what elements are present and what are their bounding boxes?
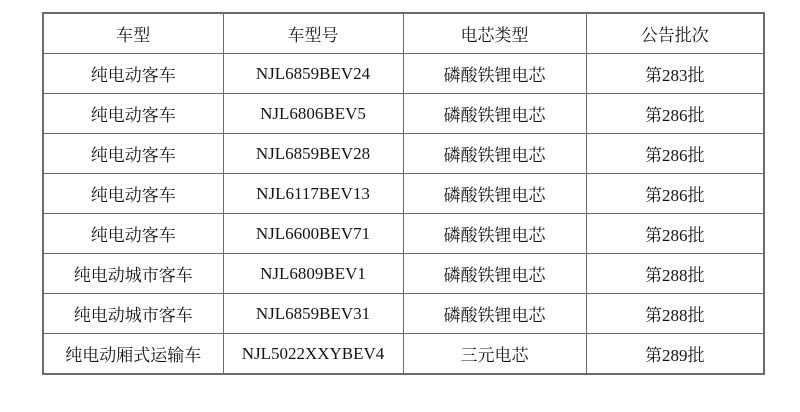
table-cell: 纯电动城市客车 bbox=[43, 294, 223, 334]
table-row bbox=[43, 254, 764, 294]
table-cell: 磷酸铁锂电芯 bbox=[403, 254, 586, 294]
table-cell: 第286批 bbox=[586, 174, 764, 214]
table-row bbox=[43, 134, 764, 174]
table-row bbox=[43, 294, 764, 334]
table-cell: 磷酸铁锂电芯 bbox=[403, 54, 586, 94]
table-cell: NJL6600BEV71 bbox=[223, 214, 403, 254]
table-cell: 第288批 bbox=[586, 254, 764, 294]
table-row bbox=[43, 94, 764, 134]
header-cell-cell-type: 电芯类型 bbox=[403, 13, 586, 54]
header-row bbox=[43, 13, 764, 54]
vehicle-battery-table bbox=[42, 12, 765, 375]
table-cell: NJL6859BEV24 bbox=[223, 54, 403, 94]
header-cell-announcement-batch: 公告批次 bbox=[586, 13, 764, 54]
table-cell: 纯电动城市客车 bbox=[43, 254, 223, 294]
table-cell: NJL6117BEV13 bbox=[223, 174, 403, 214]
table-row bbox=[43, 214, 764, 254]
table-cell: 纯电动客车 bbox=[43, 94, 223, 134]
header-cell-vehicle-type: 车型 bbox=[43, 13, 223, 54]
table-cell: NJL6859BEV28 bbox=[223, 134, 403, 174]
table-cell: 磷酸铁锂电芯 bbox=[403, 134, 586, 174]
table-cell: 纯电动客车 bbox=[43, 174, 223, 214]
table-cell: NJL6806BEV5 bbox=[223, 94, 403, 134]
table-cell: 磷酸铁锂电芯 bbox=[403, 94, 586, 134]
table-cell: 纯电动客车 bbox=[43, 134, 223, 174]
table-row bbox=[43, 54, 764, 94]
table-cell: 磷酸铁锂电芯 bbox=[403, 294, 586, 334]
table-cell: NJL5022XXYBEV4 bbox=[223, 334, 403, 375]
table-cell: NJL6809BEV1 bbox=[223, 254, 403, 294]
table-cell: 三元电芯 bbox=[403, 334, 586, 375]
table-cell: NJL6859BEV31 bbox=[223, 294, 403, 334]
header-cell-model-number: 车型号 bbox=[223, 13, 403, 54]
table-cell: 第286批 bbox=[586, 134, 764, 174]
table-cell: 纯电动客车 bbox=[43, 214, 223, 254]
table-cell: 纯电动厢式运输车 bbox=[43, 334, 223, 375]
table-cell: 第286批 bbox=[586, 214, 764, 254]
table-cell: 第288批 bbox=[586, 294, 764, 334]
table-cell: 第289批 bbox=[586, 334, 764, 375]
table-cell: 第283批 bbox=[586, 54, 764, 94]
table-cell: 磷酸铁锂电芯 bbox=[403, 214, 586, 254]
table-row bbox=[43, 334, 764, 375]
table-cell: 纯电动客车 bbox=[43, 54, 223, 94]
table-cell: 磷酸铁锂电芯 bbox=[403, 174, 586, 214]
table-row bbox=[43, 174, 764, 214]
table-cell: 第286批 bbox=[586, 94, 764, 134]
